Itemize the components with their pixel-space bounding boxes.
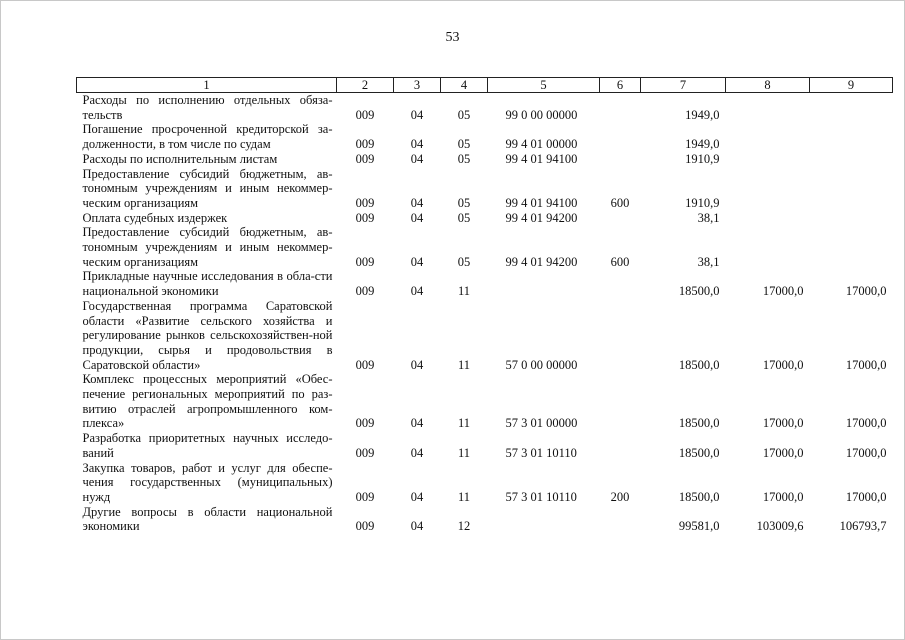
- table-row: [77, 269, 893, 298]
- row-subsection-code: 05: [457, 107, 471, 122]
- row-target-code: [488, 505, 600, 534]
- header-col-6: 6: [600, 78, 641, 93]
- row-sum-year-1: 1949,0: [685, 137, 720, 152]
- row-target-code: 99 0 00 00000: [505, 107, 578, 122]
- row-target-code: 57 3 01 00000: [505, 416, 578, 431]
- row-name: Погашение просроченной кредиторской за-долженности, в том числе по судам: [82, 122, 333, 152]
- row-sum-year-1: 18500,0: [678, 357, 720, 372]
- row-section-code: 04: [410, 357, 424, 372]
- row-ved-code: 009: [355, 107, 375, 122]
- row-subsection-code: 11: [457, 357, 471, 372]
- row-sum-year-2: [726, 152, 810, 167]
- table-row: [77, 211, 893, 226]
- row-sum-year-1: 18500,0: [678, 489, 720, 504]
- row-sum-year-2: [726, 122, 810, 151]
- row-name: Комплекс процессных мероприятий «Обес-печение региональных мероприятий по раз-витию отраслей агропромышленного ком-плекса»: [82, 372, 333, 431]
- row-expense-type: [600, 269, 641, 298]
- row-sum-year-3: [810, 225, 893, 269]
- row-sum-year-3: [810, 93, 893, 123]
- table-row: [77, 152, 893, 167]
- row-sum-year-2: [726, 167, 810, 211]
- row-sum-year-1: 99581,0: [678, 519, 720, 534]
- header-col-7: 7: [641, 78, 726, 93]
- row-section-code: 04: [410, 151, 424, 166]
- row-sum-year-2: 17000,0: [762, 357, 804, 372]
- header-col-1: 1: [77, 78, 337, 93]
- row-sum-year-1: 1949,0: [685, 107, 720, 122]
- row-name: Оплата судебных издержек: [82, 210, 228, 225]
- row-section-code: 04: [410, 210, 424, 225]
- row-expense-type: [600, 211, 641, 226]
- row-ved-code: 009: [355, 151, 375, 166]
- row-sum-year-1: 38,1: [697, 210, 720, 225]
- row-sum-year-3: [810, 122, 893, 151]
- row-name: Государственная программа Саратовской области «Развитие сельского хозяйства и регулирование рынков сельскохозяйствен-ной продукции, сырья и продовольствия в Саратовской области»: [82, 298, 333, 372]
- row-expense-type: 600: [610, 195, 630, 210]
- row-name: Разработка приоритетных научных исследо-ваний: [82, 431, 333, 460]
- row-name: Закупка товаров, работ и услуг для обеспе-чения государственных (муниципальных) нужд: [82, 460, 333, 504]
- row-expense-type: [600, 431, 641, 460]
- row-subsection-code: 05: [457, 210, 471, 225]
- budget-table: [76, 77, 893, 534]
- table-row: [77, 431, 893, 460]
- row-sum-year-1: 1910,9: [685, 195, 720, 210]
- row-ved-code: 009: [355, 195, 375, 210]
- row-ved-code: 009: [355, 445, 375, 460]
- row-section-code: 04: [410, 137, 424, 152]
- page-number: 53: [445, 30, 460, 45]
- row-ved-code: 009: [355, 210, 375, 225]
- table-row: [77, 461, 893, 505]
- row-sum-year-2: 17000,0: [762, 489, 804, 504]
- row-expense-type: [600, 372, 641, 431]
- row-section-code: 04: [410, 416, 424, 431]
- row-section-code: 04: [410, 195, 424, 210]
- row-ved-code: 009: [355, 519, 375, 534]
- row-expense-type: [600, 93, 641, 123]
- table-row: [77, 299, 893, 373]
- row-expense-type: [600, 152, 641, 167]
- row-ved-code: 009: [355, 254, 375, 269]
- row-target-code: 99 4 01 94100: [505, 151, 578, 166]
- row-target-code: 99 4 01 94100: [505, 195, 578, 210]
- row-sum-year-3: [810, 211, 893, 226]
- row-subsection-code: 12: [457, 519, 471, 534]
- row-name: Расходы по исполнительным листам: [82, 151, 278, 166]
- table-row: [77, 225, 893, 269]
- row-sum-year-1: 38,1: [697, 254, 720, 269]
- row-target-code: [488, 269, 600, 298]
- row-sum-year-3: 106793,7: [839, 519, 887, 534]
- row-expense-type: 200: [610, 489, 630, 504]
- row-subsection-code: 05: [457, 254, 471, 269]
- row-sum-year-3: 17000,0: [845, 445, 887, 460]
- header-col-8: 8: [726, 78, 810, 93]
- row-name: Другие вопросы в области национальной экономики: [82, 504, 333, 534]
- row-expense-type: [600, 299, 641, 373]
- row-sum-year-3: 17000,0: [845, 489, 887, 504]
- header-col-9: 9: [810, 78, 893, 93]
- row-subsection-code: 11: [457, 489, 471, 504]
- row-sum-year-2: 17000,0: [762, 445, 804, 460]
- row-name: Предоставление субсидий бюджетным, ав-тономным учреждениям и иным некоммер-ческим организациям: [82, 225, 333, 269]
- row-section-code: 04: [410, 254, 424, 269]
- row-subsection-code: 05: [457, 195, 471, 210]
- column-number-header: [77, 78, 893, 93]
- row-sum-year-1: 18500,0: [678, 284, 720, 299]
- row-ved-code: 009: [355, 357, 375, 372]
- row-target-code: 99 4 01 94200: [505, 210, 578, 225]
- row-subsection-code: 05: [457, 137, 471, 152]
- row-expense-type: [600, 505, 641, 534]
- row-name: Расходы по исполнению отдельных обяза-тельств: [82, 93, 333, 122]
- row-target-code: 99 4 01 00000: [505, 137, 578, 152]
- table-row: [77, 122, 893, 151]
- row-target-code: 57 3 01 10110: [505, 489, 577, 504]
- row-section-code: 04: [410, 489, 424, 504]
- header-col-4: 4: [441, 78, 488, 93]
- row-subsection-code: 11: [457, 416, 471, 431]
- row-section-code: 04: [410, 519, 424, 534]
- table-row: [77, 167, 893, 211]
- row-ved-code: 009: [355, 489, 375, 504]
- header-col-2: 2: [337, 78, 394, 93]
- row-sum-year-1: 18500,0: [678, 416, 720, 431]
- table-row: [77, 93, 893, 123]
- row-sum-year-1: 18500,0: [678, 445, 720, 460]
- header-col-5: 5: [488, 78, 600, 93]
- row-sum-year-3: 17000,0: [845, 416, 887, 431]
- row-sum-year-3: [810, 167, 893, 211]
- row-sum-year-3: 17000,0: [845, 357, 887, 372]
- row-ved-code: 009: [355, 137, 375, 152]
- row-sum-year-2: 103009,6: [756, 519, 804, 534]
- row-expense-type: [600, 122, 641, 151]
- row-name: Прикладные научные исследования в обла-сти национальной экономики: [82, 269, 333, 299]
- header-col-3: 3: [394, 78, 441, 93]
- row-subsection-code: 11: [457, 284, 471, 299]
- row-sum-year-2: 17000,0: [762, 284, 804, 299]
- row-section-code: 04: [410, 445, 424, 460]
- table-row: [77, 372, 893, 431]
- row-target-code: 57 0 00 00000: [505, 357, 578, 372]
- table-row: [77, 505, 893, 534]
- row-section-code: 04: [410, 107, 424, 122]
- row-section-code: 04: [410, 284, 424, 299]
- row-target-code: 99 4 01 94200: [505, 254, 578, 269]
- row-ved-code: 009: [355, 416, 375, 431]
- row-subsection-code: 05: [457, 151, 471, 166]
- row-sum-year-2: [726, 211, 810, 226]
- row-sum-year-3: 17000,0: [845, 284, 887, 299]
- row-sum-year-2: 17000,0: [762, 416, 804, 431]
- row-subsection-code: 11: [457, 445, 471, 460]
- row-ved-code: 009: [355, 284, 375, 299]
- row-name: Предоставление субсидий бюджетным, ав-тономным учреждениям и иным некоммер-ческим организациям: [82, 166, 333, 210]
- row-sum-year-1: 1910,9: [685, 151, 720, 166]
- row-sum-year-2: [726, 225, 810, 269]
- row-expense-type: 600: [610, 254, 630, 269]
- row-target-code: 57 3 01 10110: [505, 445, 577, 460]
- row-sum-year-3: [810, 152, 893, 167]
- row-sum-year-2: [726, 93, 810, 123]
